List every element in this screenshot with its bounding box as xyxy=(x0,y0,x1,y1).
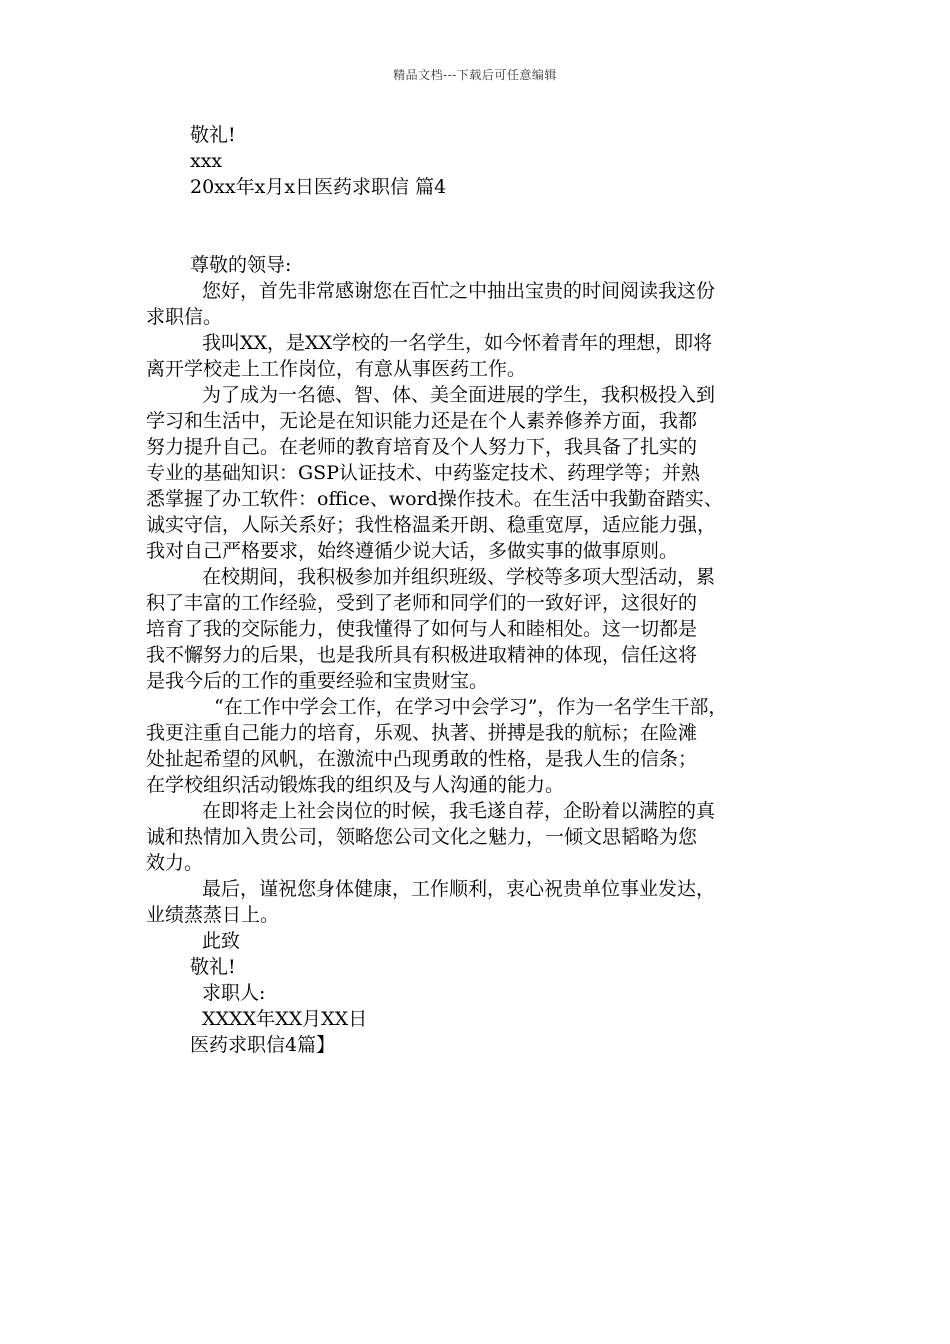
paragraph-1 xyxy=(146,278,836,330)
text-line: 培育了我的交际能力，使我懂得了如何与人和睦相处。这一切都是 xyxy=(146,618,698,640)
text-line: 处扯起希望的风帆，在激流中凸现勇敢的性格，是我人生的信条； xyxy=(146,748,698,770)
text-line: 为了成为一名德、智、体、美全面进展的学生，我积极投入到 xyxy=(202,384,716,406)
text-line: 努力提升自己。在老师的教育培育及个人努力下，我具备了扎实的 xyxy=(146,436,698,458)
text-line: 在即将走上社会岗位的时候，我毛遂自荐，企盼着以满腔的真 xyxy=(202,800,716,822)
text-line: 在学校组织活动锻炼我的组织及与人沟通的能力。 xyxy=(146,774,565,796)
paragraph-4 xyxy=(146,564,836,694)
applicant-line: 求职人: xyxy=(202,982,266,1004)
paragraph-5 xyxy=(146,694,836,798)
text-line: 悉掌握了办工软件：office、word操作技术。在生活中我勤奋踏实、 xyxy=(146,488,723,510)
spacer xyxy=(146,200,836,252)
closing-line-2: 敬礼! xyxy=(190,956,236,978)
text-line: 是我今后的工作的重要经验和宝贵财宝。 xyxy=(146,670,489,692)
text-line: 我更注重自己能力的培育，乐观、执著、拼搏是我的航标；在险滩 xyxy=(146,722,698,744)
text-line: 最后，谨祝您身体健康，工作顺利，衷心祝贵单位事业发达， xyxy=(202,878,716,900)
footer-title-line: 医药求职信4篇】 xyxy=(190,1034,336,1056)
text-line: 诚实守信，人际关系好；我性格温柔开朗、稳重宽厚，适应能力强， xyxy=(146,514,717,536)
text-line: 诚和热情加入贵公司，领略您公司文化之魅力，一倾文思韬略为您 xyxy=(146,826,698,848)
paragraph-3 xyxy=(146,382,836,564)
paragraph-6 xyxy=(146,798,836,876)
paragraph-2 xyxy=(146,330,836,382)
text-line: 专业的基础知识：GSP认证技术、中药鉴定技术、药理学等；并熟 xyxy=(146,462,700,484)
text-line: 学习和生活中，无论是在知识能力还是在个人素养修养方面，我都 xyxy=(146,410,698,432)
signature-line: xxx xyxy=(190,150,223,172)
document-body xyxy=(146,122,836,1058)
closing-line-1: 此致 xyxy=(202,930,241,952)
paragraph-7 xyxy=(146,876,836,928)
date-line: XXXX年XX月XX日 xyxy=(202,1008,368,1030)
text-line: 业绩蒸蒸日上。 xyxy=(146,904,280,926)
text-line: 效力。 xyxy=(146,852,204,874)
text-line: 求职信。 xyxy=(146,306,223,328)
page-header: 精品文档---下载后可任意编辑 xyxy=(393,68,557,82)
greeting-line: 尊敬的领导: xyxy=(190,254,292,276)
text-line: 我不懈努力的后果，也是我所具有积极进取精神的体现，信任这将 xyxy=(146,644,698,666)
regards-line: 敬礼! xyxy=(190,124,236,146)
text-line: “在工作中学会工作，在学习中会学习”，作为一名学生干部， xyxy=(214,696,728,718)
text-line: 我叫XX，是XX学校的一名学生，如今怀着青年的理想，即将 xyxy=(202,332,713,354)
text-line: 我对自己严格要求，始终遵循少说大话，多做实事的做事原则。 xyxy=(146,540,679,562)
text-line: 在校期间，我积极参加并组织班级、学校等多项大型活动，累 xyxy=(202,566,716,588)
text-line: 离开学校走上工作岗位，有意从事医药工作。 xyxy=(146,358,527,380)
text-line: 您好，首先非常感谢您在百忙之中抽出宝贵的时间阅读我这份 xyxy=(202,280,716,302)
text-line: 积了丰富的工作经验，受到了老师和同学们的一致好评，这很好的 xyxy=(146,592,698,614)
date-title-line: 20xx年x月x日医药求职信 篇4 xyxy=(190,176,447,198)
